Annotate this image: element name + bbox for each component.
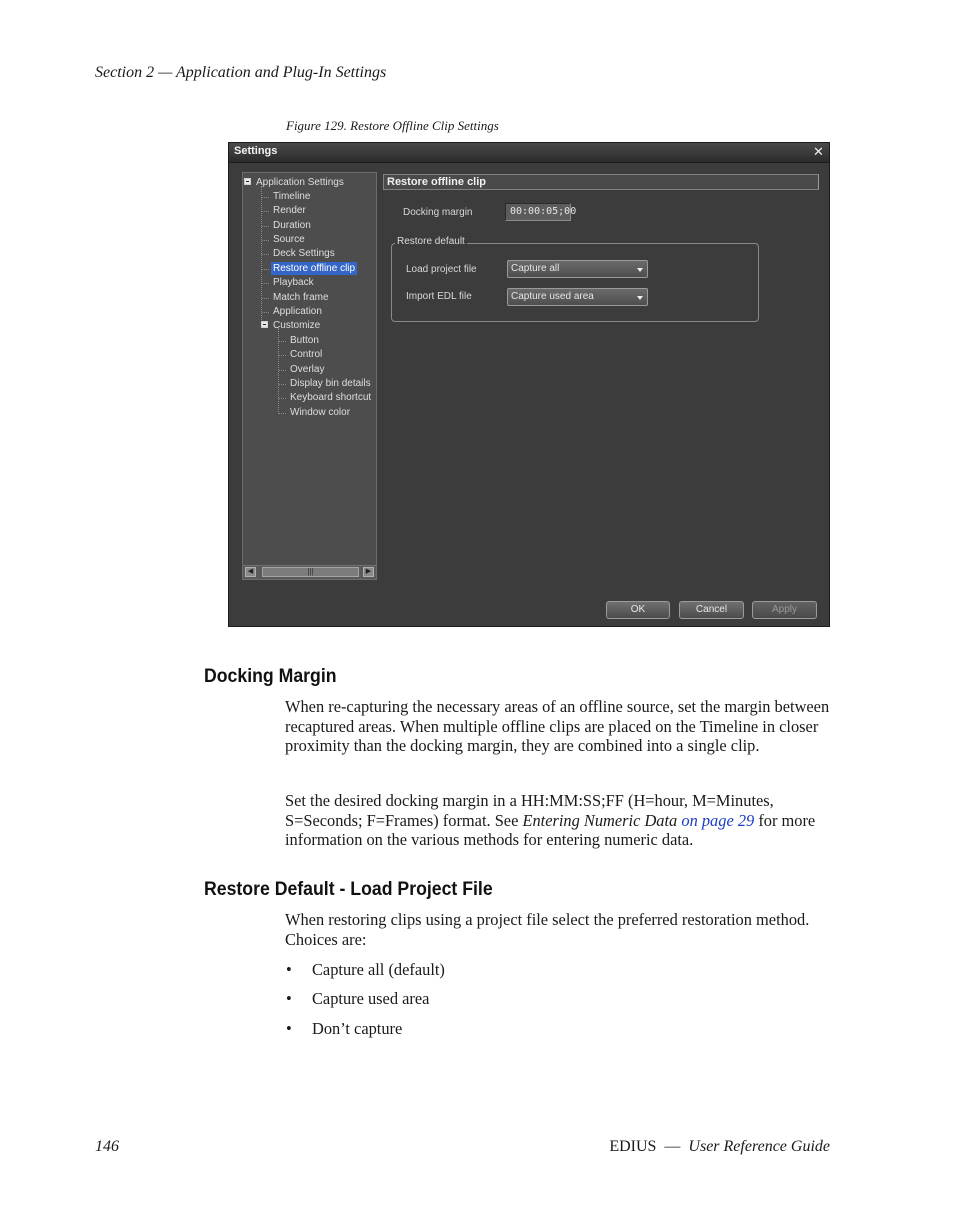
tree-item-restore-offline-clip[interactable]: Restore offline clip [273, 263, 356, 274]
ok-button[interactable]: OK [606, 601, 670, 619]
tree-branch [262, 283, 269, 284]
tree-item-match-frame[interactable]: Match frame [273, 292, 329, 303]
tree-branch [262, 269, 269, 270]
tree-item-source[interactable]: Source [273, 234, 305, 245]
scroll-right-icon[interactable]: ▶ [363, 567, 374, 577]
tree-branch [262, 254, 269, 255]
dialog-titlebar[interactable] [229, 143, 829, 163]
tree-branch [279, 355, 286, 356]
tree-branch [279, 398, 286, 399]
import-edl-file-select[interactable] [507, 288, 648, 306]
page-number: 146 [95, 1138, 119, 1155]
tree-item-playback[interactable]: Playback [273, 277, 314, 288]
tree-branch [262, 226, 269, 227]
product-name: EDIUS — [609, 1138, 689, 1155]
tree-branch [279, 341, 286, 342]
tree-branch [262, 298, 269, 299]
load-project-file-label: Load project file [406, 264, 477, 275]
tree-item-render[interactable]: Render [273, 205, 306, 216]
load-project-file-value: Capture all [511, 263, 560, 274]
docking-margin-paragraph-2 [285, 791, 830, 850]
docking-margin-field[interactable]: 00:00:05;00 [505, 203, 571, 221]
tree-item-keyboard-shortcut[interactable]: Keyboard shortcut [290, 392, 372, 403]
docking-margin-paragraph: When re-capturing the necessary areas of an offline source, set the margin between recaptured areas. When multiple offline clips are placed on the Timeline in closer proximity than the docking margin, they are combined into a single clip. [285, 697, 830, 756]
import-edl-file-label: Import EDL file [406, 291, 472, 302]
tree-branch [262, 240, 269, 241]
apply-button[interactable]: Apply [752, 601, 817, 619]
tree-item-deck-settings[interactable]: Deck Settings [273, 248, 335, 259]
scroll-thumb[interactable]: ||| [262, 567, 359, 577]
cancel-button[interactable]: Cancel [679, 601, 744, 619]
running-head: Section 2 — Application and Plug-In Settings [95, 64, 387, 81]
tree-item-duration[interactable]: Duration [273, 220, 311, 231]
tree-branch [279, 413, 286, 414]
bullet-icon: • [286, 989, 292, 1008]
tree-item-window-color[interactable]: Window color [290, 407, 351, 418]
collapse-icon[interactable] [261, 321, 268, 328]
tree-item-overlay[interactable]: Overlay [290, 364, 325, 375]
tree-item-display-bin-details[interactable]: Display bin details [290, 378, 371, 389]
chevron-down-icon [637, 268, 643, 272]
scroll-left-icon[interactable]: ◀ [245, 567, 256, 577]
tree-branch [279, 370, 286, 371]
load-project-file-select[interactable] [507, 260, 648, 278]
list-item-text: Don’t capture [312, 1019, 403, 1038]
tree-branch [262, 211, 269, 212]
tree-item-customize[interactable]: Customize [273, 320, 321, 331]
restore-default-heading: Restore Default - Load Project File [204, 879, 493, 900]
import-edl-file-value: Capture used area [511, 291, 594, 302]
tree-branch [262, 197, 269, 198]
list-item [286, 960, 445, 980]
restore-default-group [391, 243, 759, 322]
settings-tree[interactable] [242, 172, 377, 580]
settings-dialog [228, 142, 830, 627]
tree-connector [261, 186, 262, 324]
text-run: Set the desired docking margin in a HH:MM:SS;FF (H=hour, M=Minutes, S=Seconds; F=Frames) format. See [285, 791, 774, 830]
tree-item-control[interactable]: Control [290, 349, 323, 360]
collapse-icon[interactable] [244, 178, 251, 185]
tree-branch [279, 384, 286, 385]
restore-default-paragraph: When restoring clips using a project file select the preferred restoration method. Choices are: [285, 910, 810, 949]
panel-header [383, 174, 819, 190]
list-item-text: Capture used area [312, 989, 430, 1008]
tree-item-application[interactable]: Application [273, 306, 322, 317]
list-item [286, 989, 429, 1009]
figure-caption: Figure 129. Restore Offline Clip Settings [286, 118, 499, 133]
guide-title: User Reference Guide [688, 1138, 830, 1155]
tree-item-application-settings[interactable]: Application Settings [256, 177, 344, 188]
text-run: for more information on the various methods for entering numeric data. [285, 810, 816, 850]
tree-item-button[interactable]: Button [290, 335, 319, 346]
cross-reference: Entering Numeric Data [522, 810, 678, 830]
chevron-down-icon [637, 296, 643, 300]
docking-margin-heading: Docking Margin [204, 666, 337, 687]
page-link[interactable]: on page 29 [681, 810, 755, 830]
tree-item-timeline[interactable]: Timeline [273, 191, 311, 202]
docking-margin-label: Docking margin [403, 207, 473, 218]
panel-title: Restore offline clip [387, 176, 487, 188]
bullet-icon: • [286, 1019, 292, 1038]
bullet-icon: • [286, 960, 292, 979]
tree-horizontal-scrollbar[interactable] [243, 565, 376, 579]
close-icon[interactable]: ✕ [813, 144, 824, 159]
dialog-title: Settings [234, 145, 278, 157]
tree-branch [262, 312, 269, 313]
list-item-text: Capture all (default) [312, 960, 445, 979]
restore-default-legend: Restore default [397, 236, 465, 247]
list-item [286, 1019, 402, 1039]
footer-title [609, 1138, 830, 1156]
